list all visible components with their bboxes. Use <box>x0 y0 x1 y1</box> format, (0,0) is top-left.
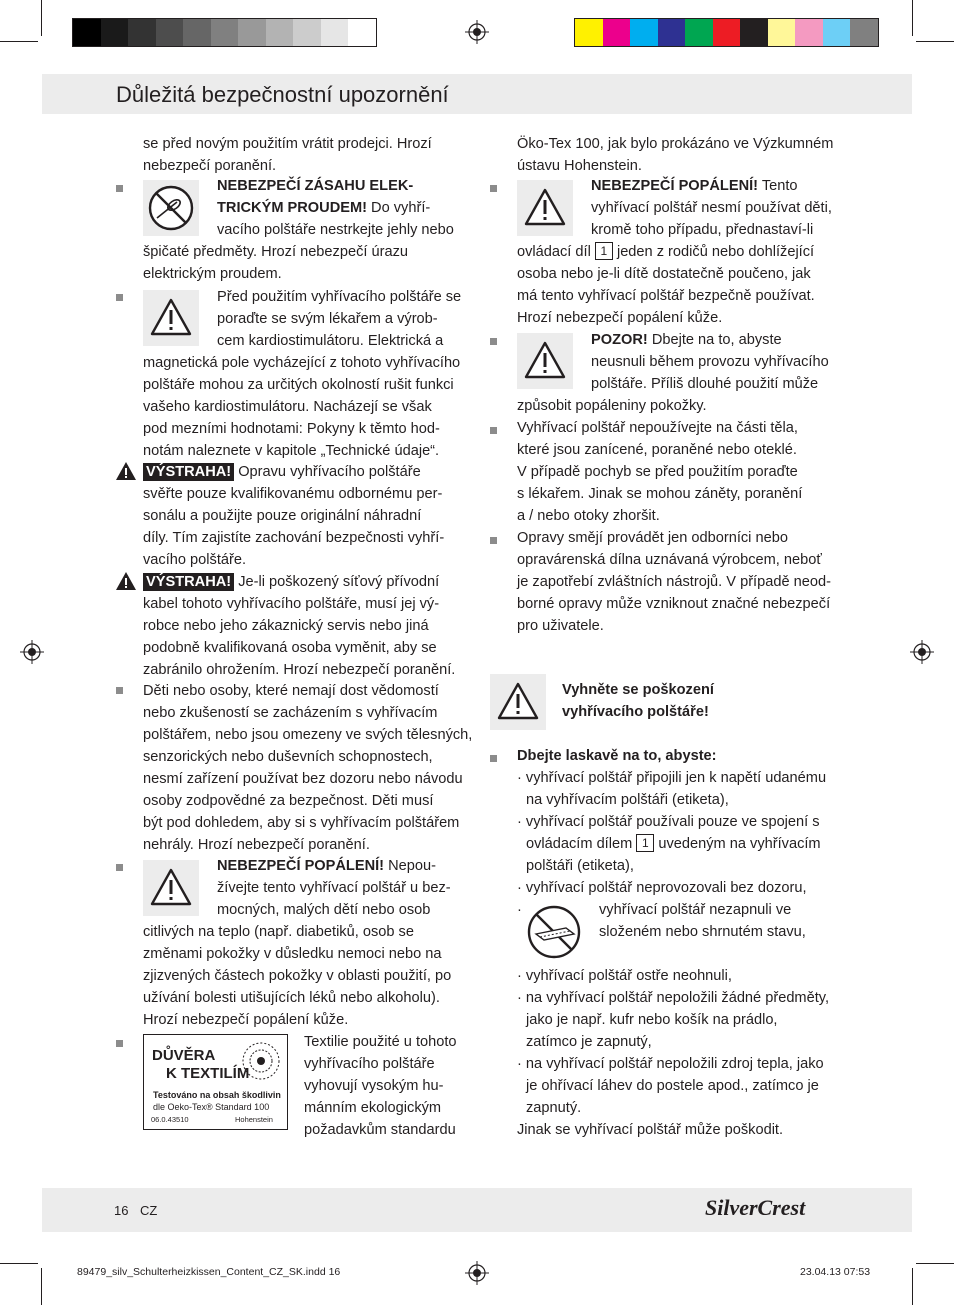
text-line: polštářem, nebo jsou omezeny ve svých tělesných, <box>143 727 473 743</box>
bullet <box>490 185 497 192</box>
list-item: jako je např. kufr nebo košík na prádlo, <box>526 1012 778 1028</box>
warning-triangle-icon <box>115 571 137 591</box>
warning-triangle-icon <box>115 461 137 481</box>
color-swatch <box>266 19 294 46</box>
text-line: citlivých na teplo (např. diabetiků, osob se <box>143 924 414 940</box>
color-swatch <box>603 19 631 46</box>
color-swatch <box>101 19 129 46</box>
bullet <box>116 294 123 301</box>
text-line: Hrozí nebezpečí popálení kůže. <box>517 310 723 326</box>
bullet <box>490 537 497 544</box>
badge-text: dle Oeko-Tex® Standard 100 <box>153 1102 270 1112</box>
color-swatch <box>850 19 878 46</box>
text-line: Öko-Tex 100, jak bylo prokázáno ve Výzkumném <box>517 136 834 152</box>
badge-institute: Hohenstein <box>235 1115 273 1124</box>
text-line: Opravy smějí provádět jen odborníci nebo <box>517 530 788 546</box>
bullet <box>490 427 497 434</box>
language-code: CZ <box>140 1203 158 1218</box>
bullet <box>116 687 123 694</box>
page-title: Důležitá bezpečnostní upozornění <box>116 82 449 107</box>
text-line: kabel tohoto vyhřívacího polštáře, musí jej vý- <box>143 596 440 612</box>
brand-logo: SilverCrest <box>705 1195 806 1220</box>
text-line: pod mezními hodnotami: Pokyny k těmto hod- <box>143 421 440 437</box>
text-line: robce nebo jeho zákaznický servis nebo jiná <box>143 618 429 634</box>
crop-mark <box>0 1263 38 1264</box>
text-line: zjizvených částech pokožky v oblasti použití, po <box>143 968 452 984</box>
color-swatch <box>795 19 823 46</box>
list-item: zapnutý. <box>526 1100 582 1116</box>
badge-title: K TEXTILÍM <box>166 1065 250 1082</box>
text-span: uvedeným na vyhřívacím <box>654 836 821 852</box>
text-line: vacího polštáře. <box>143 552 247 568</box>
closing-text: Jinak se vyhřívací polštář může poškodit. <box>517 1122 784 1138</box>
color-swatch <box>713 19 741 46</box>
warning-triangle-icon <box>517 180 573 236</box>
crop-mark <box>916 1263 954 1264</box>
color-swatch <box>685 19 713 46</box>
crop-mark <box>0 41 38 42</box>
color-swatch <box>823 19 851 46</box>
caution-title: POZOR! <box>591 332 648 348</box>
text-line: díly. Tím zajistíte zachování bezpečnosti vyhří- <box>143 530 445 546</box>
list-heading: Dbejte laskavě na to, abyste: <box>517 748 717 764</box>
text-line: je zapotřebí zvláštních nástrojů. V případě neod- <box>517 574 831 590</box>
crop-mark <box>912 1268 913 1305</box>
part-number-box: 1 <box>636 834 654 852</box>
section-title: Vyhněte se poškození <box>562 682 714 698</box>
text-line: polštáře. Příliš dlouhé použití může <box>591 376 819 392</box>
bullet <box>116 1040 123 1047</box>
text-line: a / nebo otoky zhoršit. <box>517 508 660 524</box>
section-title: vyhřívacího polštáře! <box>562 704 709 720</box>
print-date: 23.04.13 07:53 <box>800 1266 871 1278</box>
badge-code: 06.0.43510 <box>151 1115 189 1124</box>
text-span: Dbejte na to, abyste <box>647 332 782 348</box>
part-number-box: 1 <box>595 242 613 260</box>
text-line: podobně kvalifikovaná osoba vyměnit, aby se <box>143 640 437 656</box>
text-line: svěřte pouze kvalifikovanému odbornému per- <box>143 486 443 502</box>
color-swatch <box>740 19 768 46</box>
list-item: polštáři (etiketa), <box>526 858 634 874</box>
text-line: nebezpečí poranění. <box>143 158 277 174</box>
file-name: 89479_silv_Schulterheizkissen_Content_CZ_SK.indd 16 <box>77 1266 341 1278</box>
text-line: V případě pochyb se před použitím poraďte <box>517 464 798 480</box>
shock-title: NEBEZPEČÍ ZÁSAHU ELEK- <box>217 178 414 194</box>
bullet <box>490 338 497 345</box>
text-line: s lékařem. Jinak se mohou záněty, poranění <box>517 486 803 502</box>
text-line: Děti nebo osoby, které nemají dost vědomostí <box>143 683 439 699</box>
text-line: žívejte tento vyhřívací polštář u bez- <box>217 880 451 896</box>
text-line: vyhřívacího polštáře <box>304 1056 435 1072</box>
list-item: · vyhřívací polštář neprovozovali bez dozoru, <box>517 880 807 896</box>
color-swatch <box>156 19 184 46</box>
color-swatch <box>211 19 239 46</box>
shock-title: TRICKÝM PROUDEM! <box>217 200 367 216</box>
text-line: neusnuli během provozu vyhřívacího <box>591 354 829 370</box>
text-line: osoby zodpovědné za bezpečnost. Děti musí <box>143 793 434 809</box>
registration-mark-icon <box>465 1261 489 1285</box>
text-line: osoba nebo je-li dítě dostatečně poučeno, jak <box>517 266 811 282</box>
text-line: zabránilo ohrožením. Hrozí nebezpečí poranění. <box>143 662 456 678</box>
warning-triangle-icon <box>517 333 573 389</box>
list-item: složeném nebo shrnutém stavu, <box>599 924 806 940</box>
text-line: požadavkům standardu <box>304 1122 456 1138</box>
text-line: cem kardiostimulátoru. Elektrická a <box>217 333 444 349</box>
text-line: Před použitím vyhřívacího polštáře se <box>217 289 462 305</box>
warning-triangle-icon <box>490 674 546 730</box>
burn-title: NEBEZPEČÍ POPÁLENÍ! <box>217 858 385 874</box>
color-swatch <box>658 19 686 46</box>
color-swatch <box>73 19 101 46</box>
text-line: kromě toho případu, přednastaví-li <box>591 222 814 238</box>
text-line: vyhřívací polštář nesmí používat děti, <box>591 200 832 216</box>
text-line: vašeho kardiostimulátoru. Nacházejí se však <box>143 399 432 415</box>
text-line: špičaté předměty. Hrozí nebezpečí úrazu <box>143 244 408 260</box>
text-line: poraďte se svým lékařem a výrob- <box>217 311 438 327</box>
badge-title: DŮVĚRA <box>152 1047 216 1064</box>
list-item: · vyhřívací polštář ostře neohnuli, <box>517 968 732 984</box>
text-line: nesmí zařízení používat bez dozoru nebo návodu <box>143 771 463 787</box>
color-swatch <box>630 19 658 46</box>
warning-label: VÝSTRAHA! <box>143 573 234 591</box>
list-item: vyhřívací polštář nezapnuli ve <box>599 902 792 918</box>
warning-triangle-icon <box>143 290 199 346</box>
crop-mark <box>916 41 954 42</box>
color-swatch <box>575 19 603 46</box>
text-line: změnami pokožky v důsledku nemoci nebo na <box>143 946 442 962</box>
text-span: Nepou- <box>384 858 436 874</box>
text-line: senzorických nebo duševních schopnostech, <box>143 749 433 765</box>
text-line: se před novým použitím vrátit prodejci. Hrozí <box>143 136 432 152</box>
text-line: ústavu Hohenstein. <box>517 158 642 174</box>
text-line: polštáře mohou za určitých okolností rušit funkci <box>143 377 454 393</box>
crop-mark <box>41 0 42 36</box>
badge-text: Testováno na obsah škodlivin <box>153 1090 281 1100</box>
text-line: způsobit popáleniny pokožky. <box>517 398 707 414</box>
bullet <box>116 185 123 192</box>
color-swatch <box>321 19 349 46</box>
text-line: nehrály. Hrozí nebezpečí poranění. <box>143 837 370 853</box>
text-line: borné opravy může vzniknout značné nebezpečí <box>517 596 831 612</box>
page-number: 16 <box>114 1203 129 1218</box>
bullet <box>116 864 123 871</box>
text-span: Do vyhří- <box>367 200 431 216</box>
text-line: sonálu a použijte pouze originální náhradní <box>143 508 422 524</box>
text-line: opravárenská dílna uznávaná výrobcem, neboť <box>517 552 822 568</box>
list-item: · vyhřívací polštář používali pouze ve spojení s <box>517 814 820 830</box>
text-span: Je-li poškozený síťový přívodní <box>234 574 440 590</box>
text-span: ovládacím dílem <box>526 836 637 852</box>
color-swatch <box>768 19 796 46</box>
text-line: pro uživatele. <box>517 618 604 634</box>
text-line: užívání bolesti utišujících léků nebo alkoholu). <box>143 990 440 1006</box>
text-line: které jsou zanícené, poraněné nebo oteklé. <box>517 442 797 458</box>
text-line: mánním ekologickým <box>304 1100 442 1116</box>
list-item: · na vyhřívací polštář nepoložili zdroj tepla, jako <box>517 1056 824 1072</box>
burn-title: NEBEZPEČÍ POPÁLENÍ! <box>591 178 759 194</box>
text-line: notám naleznete v kapitole „Technické údaje“. <box>143 443 440 459</box>
text-line: má tento vyhřívací polštář bezpečně používat. <box>517 288 815 304</box>
color-swatch <box>128 19 156 46</box>
no-folding-icon <box>526 904 582 960</box>
list-item: · vyhřívací polštář připojili jen k napětí udanému <box>517 770 827 786</box>
warning-triangle-icon <box>143 860 199 916</box>
registration-mark-icon <box>910 640 934 664</box>
crop-mark <box>912 0 913 36</box>
list-bullet: · <box>517 902 522 918</box>
text-line: vyhovují vysokým hu- <box>304 1078 444 1094</box>
text-span: Tento <box>758 178 798 194</box>
warning-label: VÝSTRAHA! <box>143 463 234 481</box>
registration-mark-icon <box>20 640 44 664</box>
color-swatch <box>293 19 321 46</box>
text-line: mocných, malých dětí nebo osob <box>217 902 431 918</box>
text-line: Hrozí nebezpečí popálení kůže. <box>143 1012 349 1028</box>
text-line: nebo zkušeností se zacházením s vyhřívacím <box>143 705 438 721</box>
text-line: vacího polštáře nestrkejte jehly nebo <box>217 222 454 238</box>
text-line: být pod dohledem, aby si s vyhřívacím polštářem <box>143 815 460 831</box>
list-item: na vyhřívacím polštáři (etiketa), <box>526 792 729 808</box>
text-span: jeden z rodičů nebo dohlížející <box>612 244 815 260</box>
text-line: Textilie použité u tohoto <box>304 1034 457 1050</box>
no-pointed-objects-icon <box>143 180 199 236</box>
text-span: ovládací díl <box>517 244 595 260</box>
list-item: je ohřívací láhev do postele apod., zatímco je <box>526 1078 819 1094</box>
text-line: Vyhřívací polštář nepoužívejte na části těla, <box>517 420 798 436</box>
color-swatch <box>238 19 266 46</box>
list-item: · na vyhřívací polštář nepoložili žádné předměty, <box>517 990 830 1006</box>
bullet <box>490 755 497 762</box>
crop-mark <box>41 1268 42 1305</box>
registration-mark-icon <box>465 20 489 44</box>
color-swatch <box>348 19 376 46</box>
text-span: Opravu vyhřívacího polštáře <box>234 464 421 480</box>
oeko-tex-badge <box>143 1034 288 1130</box>
text-line: elektrickým proudem. <box>143 266 282 282</box>
color-swatch <box>183 19 211 46</box>
list-item: zatímco je zapnutý, <box>526 1034 652 1050</box>
text-line: magnetická pole vycházející z tohoto vyhřívacího <box>143 355 461 371</box>
